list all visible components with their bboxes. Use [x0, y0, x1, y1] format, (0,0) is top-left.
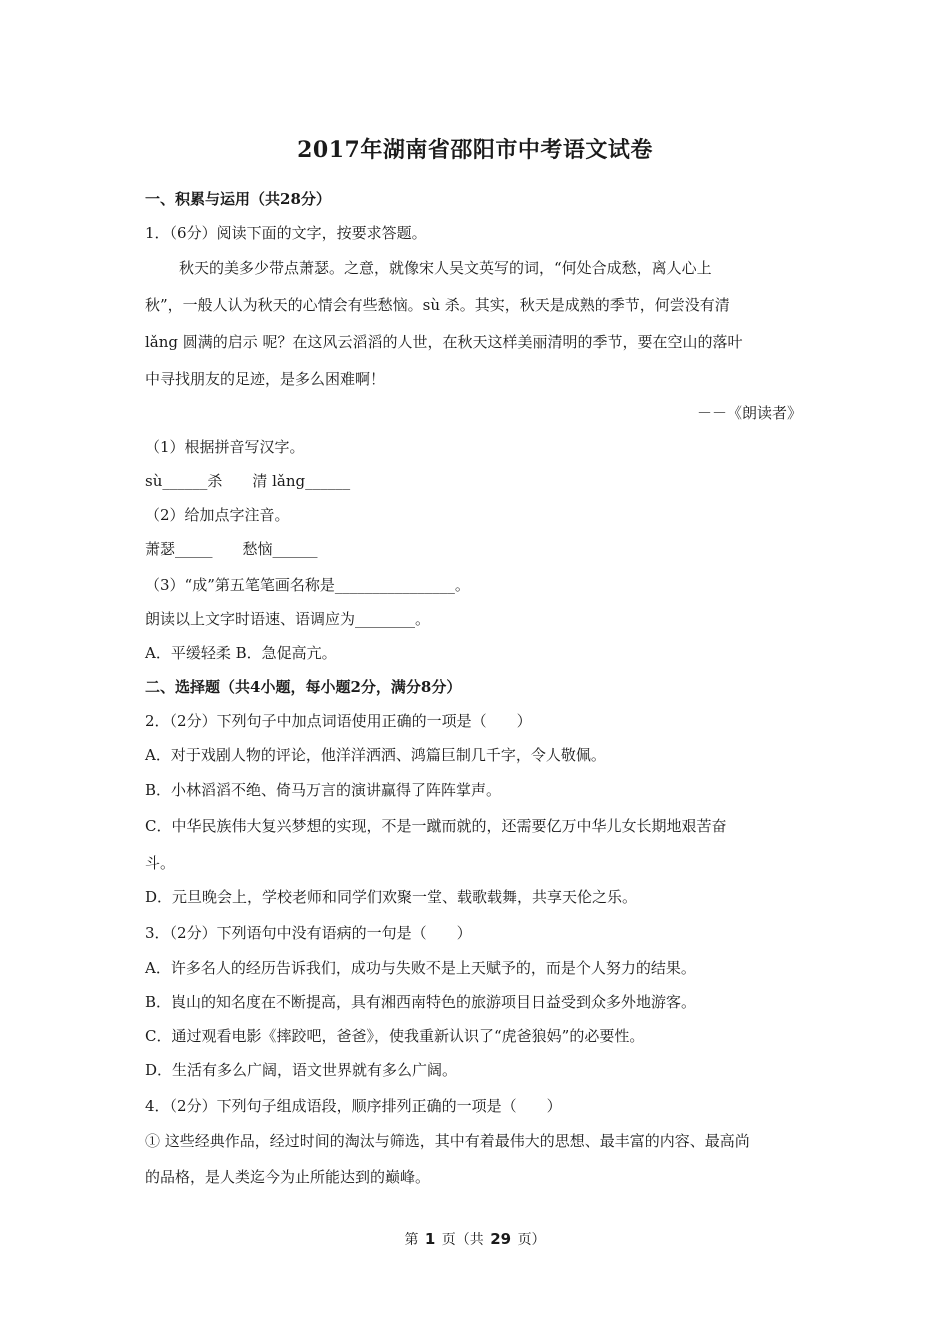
question-4-item-1-cont: 的品格，是人类迄今为止所能达到的巅峰。 [145, 1168, 431, 1186]
page-footer [0, 1229, 950, 1249]
question-2-option-d: D．元旦晚会上，学校老师和同学们欢聚一堂、载歌载舞，共享天伦之乐。 [145, 888, 638, 906]
question-3-option-d: D．生活有多么广阔，语文世界就有多么广阔。 [145, 1061, 458, 1079]
page-title: 2017年湖南省邵阳市中考语文试卷 [297, 137, 653, 163]
footer-suffix: 页） [517, 1232, 546, 1248]
section-heading-1: 一、积累与运用（共28分） [145, 190, 331, 208]
passage-source: －－《朗读者》 [696, 404, 802, 422]
question-3-stem: 3．（2分）下列语句中没有语病的一句是（ ） [145, 924, 472, 942]
question-4-item-1: ① 这些经典作品，经过时间的淘汰与筛选，其中有着最伟大的思想、最丰富的内容、最高尚 [145, 1132, 750, 1150]
footer-middle: 页（共 [441, 1232, 484, 1248]
sub-question-2: （2）给加点字注音。 [145, 506, 290, 524]
passage-line-3: lǎng 圆满的启示 呢？在这风云滔滔的人世，在秋天这样美丽清明的季节，要在空山的落叶 [145, 333, 743, 351]
question-2-option-a: A．对于戏剧人物的评论，他洋洋洒洒、鸿篇巨制几千字，令人敬佩。 [145, 746, 606, 764]
question-2-option-c-cont: 斗。 [145, 854, 176, 872]
passage-line-1: 秋天的美多少带点萧瑟。之意，就像宋人吴文英写的词，“何处合成愁，离人心上 [179, 259, 712, 277]
sub-question-2-blanks: 萧瑟_____ 愁恼______ [145, 540, 318, 558]
passage-line-4: 中寻找朋友的足迹，是多么困难啊！ [145, 370, 386, 388]
sub-question-3: （3）“成”第五笔笔画名称是________________。 [145, 576, 470, 594]
question-4-stem: 4．（2分）下列句子组成语段，顺序排列正确的一项是（ ） [145, 1097, 562, 1115]
question-1-stem: 1．（6分）阅读下面的文字，按要求答题。 [145, 224, 427, 242]
question-3-option-c: C．通过观看电影《摔跤吧，爸爸》，使我重新认识了“虎爸狼妈”的必要性。 [145, 1027, 645, 1045]
question-3-option-a: A．许多名人的经历告诉我们，成功与失败不是上天赋予的，而是个人努力的结果。 [145, 959, 696, 977]
question-2-option-b: B．小林滔滔不绝、倚马万言的演讲赢得了阵阵掌声。 [145, 781, 502, 799]
question-2-option-c: C．中华民族伟大复兴梦想的实现，不是一蹴而就的，还需要亿万中华儿女长期地艰苦奋 [145, 817, 727, 835]
section-heading-2: 二、选择题（共4小题，每小题2分，满分8分） [145, 678, 462, 696]
current-page-number: 1 [424, 1230, 436, 1248]
footer-prefix: 第 [404, 1232, 419, 1248]
question-3-option-b: B．崀山的知名度在不断提高，具有湘西南特色的旅游项目日益受到众多外地游客。 [145, 993, 697, 1011]
total-page-count: 29 [490, 1230, 512, 1248]
passage-line-2: 秋”，一般人认为秋天的心情会有些愁恼。sù 杀。其实，秋天是成熟的季节，何尝没有清 [145, 296, 730, 314]
sub-question-1: （1）根据拼音写汉字。 [145, 438, 305, 456]
sub-question-4-options: A．平缓轻柔 B．急促高亢。 [145, 644, 337, 662]
question-2-stem: 2．（2分）下列句子中加点词语使用正确的一项是（ ） [145, 712, 532, 730]
sub-question-4: 朗读以上文字时语速、语调应为________。 [145, 610, 431, 628]
sub-question-1-blanks: sù______杀 清 lǎng______ [145, 472, 351, 490]
